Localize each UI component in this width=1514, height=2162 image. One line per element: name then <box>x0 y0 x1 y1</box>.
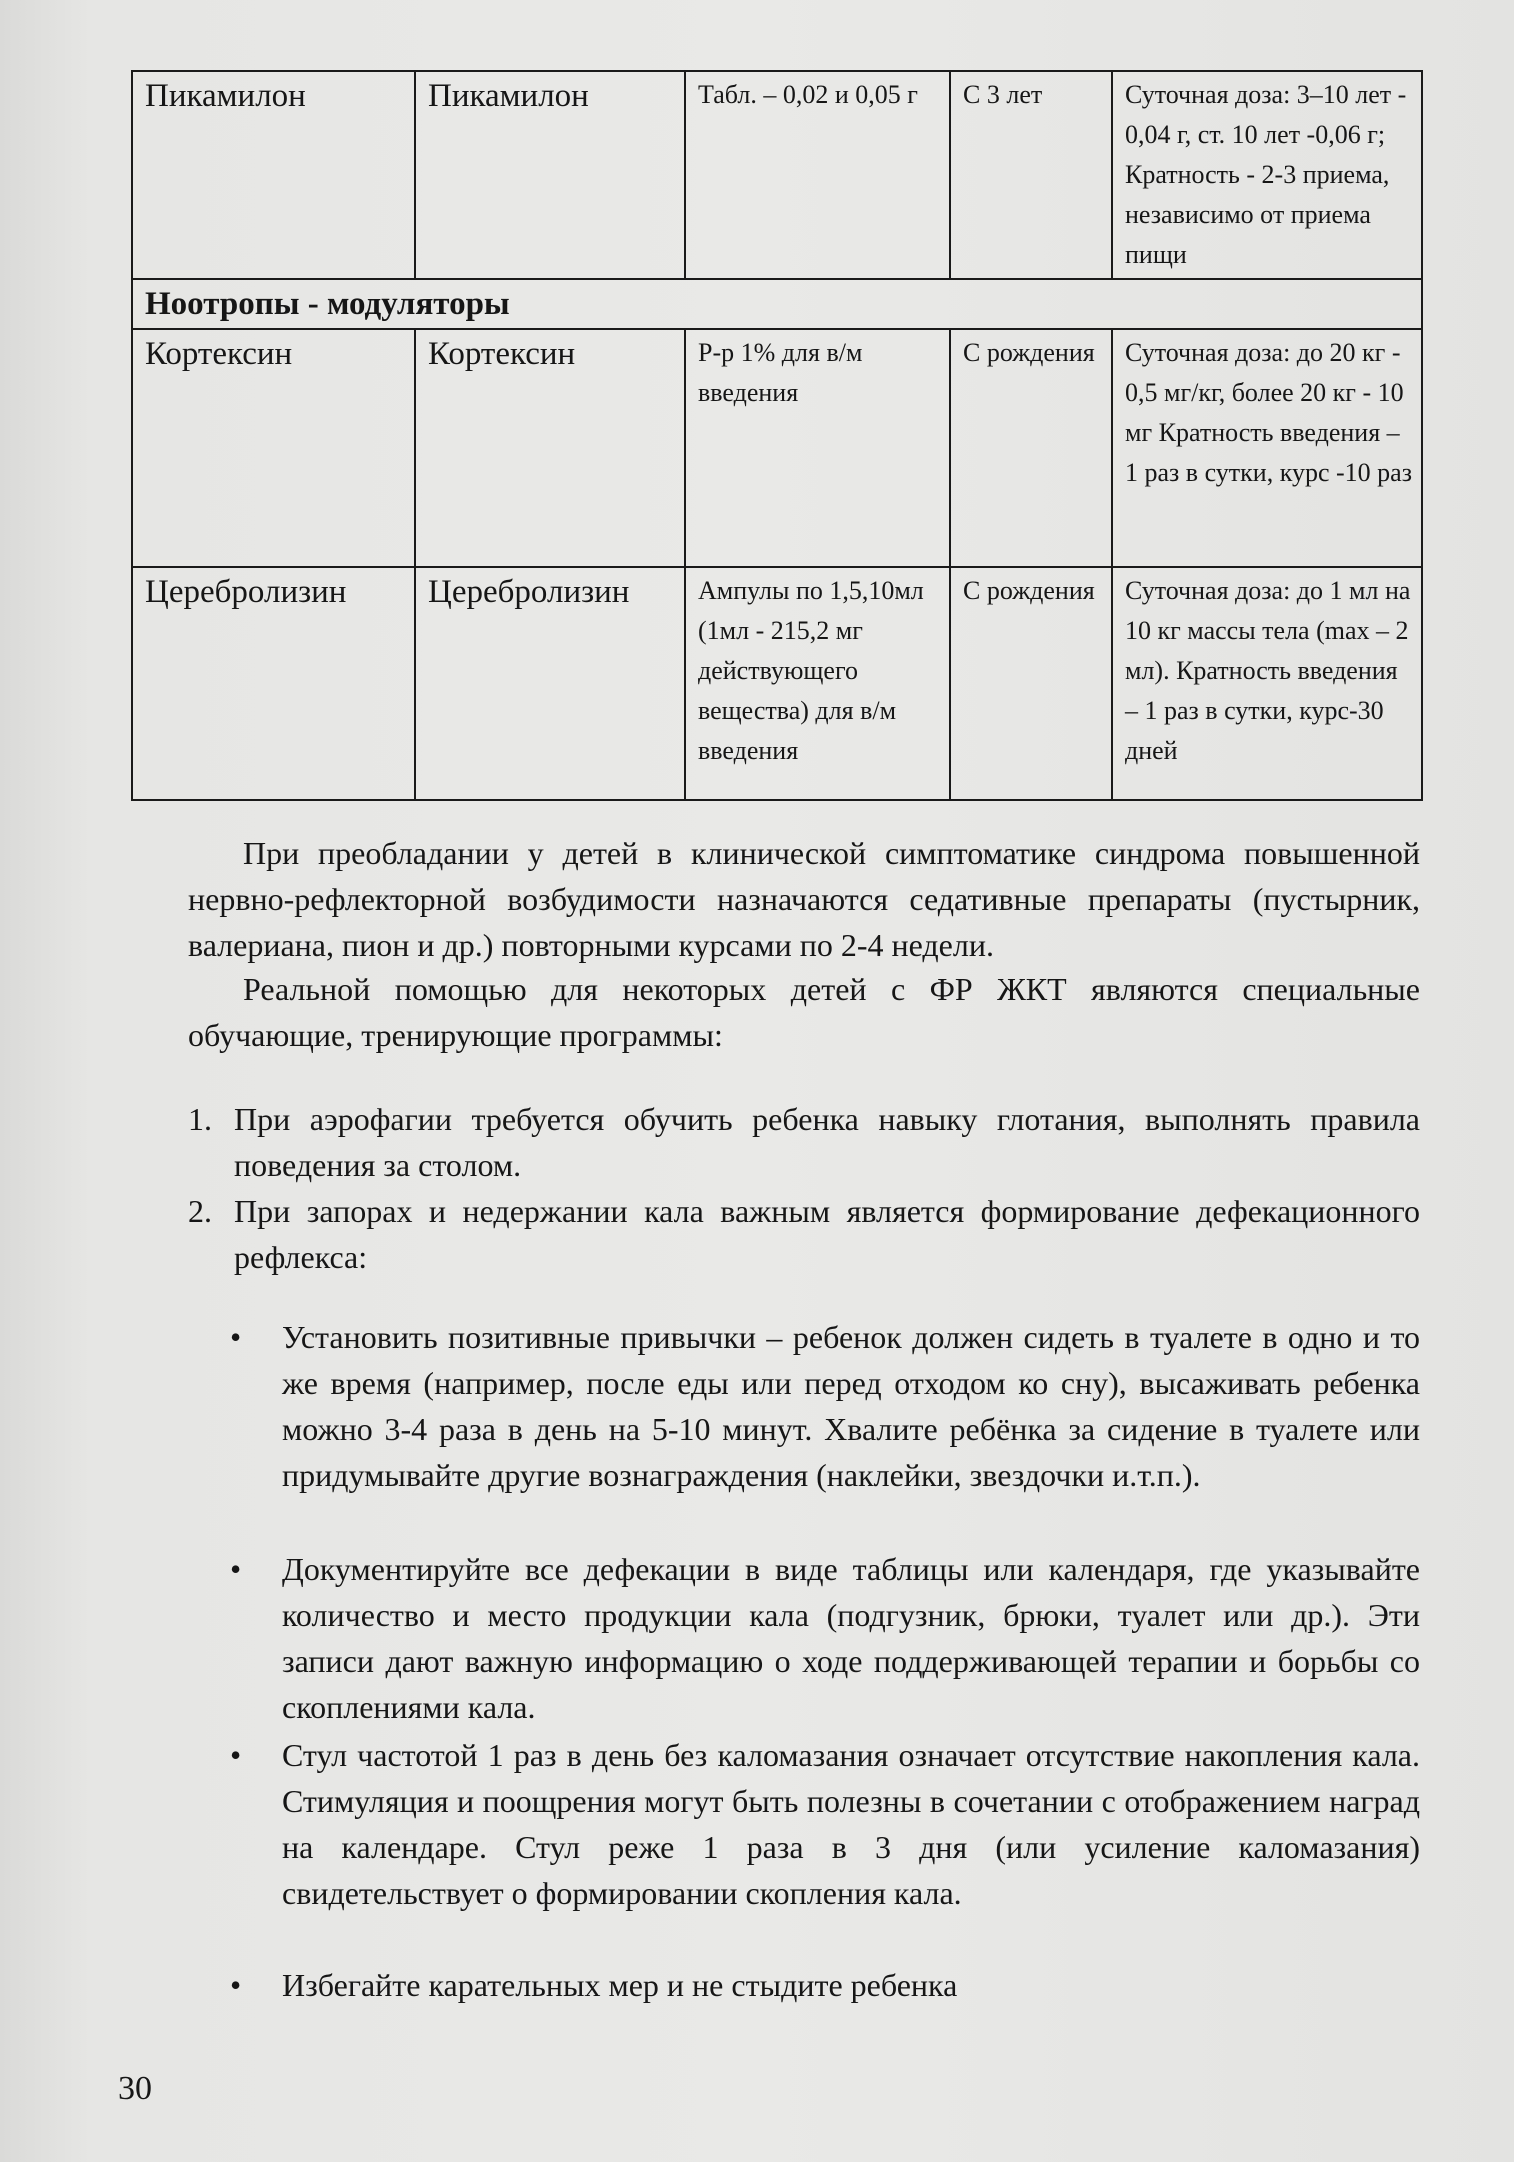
item-number: 2. <box>188 1193 212 1229</box>
form-cell: Р-р 1% для в/м введения <box>685 329 950 567</box>
dose-cell: Суточная доза: 3–10 лет - 0,04 г, ст. 10 лет -0,06 г; Кратность - 2-3 приема, независимо от приема пищи <box>1112 71 1422 279</box>
form-cell: Табл. – 0,02 и 0,05 г <box>685 71 950 279</box>
section-title: Ноотропы - модуляторы <box>132 279 1422 329</box>
bullet-text: Стул частотой 1 раз в день без каломазания означает отсутствие накопления кала. Стимуляция и поощрения могут быть полезны в сочетании с отображением наград на календаре. Стул реже 1 раза в 3 дня (или усиление каломазания) свидетельствует о формировании скопления кала. <box>282 1737 1420 1911</box>
drug-name-cell: Церебролизин <box>132 567 415 800</box>
paragraph-sedatives: При преобладании у детей в клинической симптоматике синдрома повышенной нервно-рефлекторной возбудимости назначаются седативные препараты (пустырник, валериана, пион и др.) повторными курсами по 2-4 недели. <box>188 835 1420 963</box>
bullet-icon: • <box>230 1737 242 1773</box>
bullet-icon: • <box>230 1551 242 1587</box>
age-cell: С 3 лет <box>950 71 1112 279</box>
table-row <box>132 567 1422 800</box>
numbered-item <box>188 1096 1420 1188</box>
drug-table <box>131 70 1423 801</box>
bullet-text: Документируйте все дефекации в виде таблицы или календаря, где указывайте количество и место продукции кала (подгузник, брюки, туалет или др.). Эти записи дают важную информацию о ходе поддерживающей терапии и борьбы со скоплениями кала. <box>282 1551 1420 1725</box>
bullet-text: Избегайте карательных мер и не стыдите ребенка <box>282 1967 958 2003</box>
form-cell: Ампулы по 1,5,10мл (1мл - 215,2 мг действующего вещества) для в/м введения <box>685 567 950 800</box>
bullet-icon: • <box>230 1967 242 2003</box>
paragraph-programs: Реальной помощью для некоторых детей с ФР ЖКТ являются специальные обучающие, тренирующие программы: <box>188 971 1420 1053</box>
table-row <box>132 71 1422 279</box>
trade-name-cell: Пикамилон <box>415 71 685 279</box>
bullet-text: Установить позитивные привычки – ребенок должен сидеть в туалете в одно и то же время (например, после еды или перед отходом ко сну), высаживать ребенка можно 3-4 раза в день на 5-10 минут. Хвалите ребёнка за сидение в туалете или придумывайте другие вознаграждения (наклейки, звездочки и.т.п.). <box>282 1319 1420 1493</box>
page-number: 30 <box>118 2070 152 2107</box>
bullet-item <box>230 1314 1420 1498</box>
trade-name-cell: Кортексин <box>415 329 685 567</box>
trade-name-cell: Церебролизин <box>415 567 685 800</box>
bullet-item <box>230 1962 1420 2008</box>
bullet-item <box>230 1732 1420 1916</box>
table-section-row <box>132 279 1422 329</box>
item-number: 1. <box>188 1101 212 1137</box>
bullet-item <box>230 1546 1420 1730</box>
numbered-item <box>188 1188 1420 1280</box>
age-cell: С рождения <box>950 329 1112 567</box>
age-cell: С рождения <box>950 567 1112 800</box>
item-text: При запорах и недержании кала важным является формирование дефекационного рефлекса: <box>234 1193 1420 1275</box>
table-row <box>132 329 1422 567</box>
drug-name-cell: Кортексин <box>132 329 415 567</box>
dose-cell: Суточная доза: до 20 кг - 0,5 мг/кг, более 20 кг - 10 мг Кратность введения – 1 раз в сутки, курс -10 раз <box>1112 329 1422 567</box>
drug-name-cell: Пикамилон <box>132 71 415 279</box>
dose-cell: Суточная доза: до 1 мл на 10 кг массы тела (max – 2 мл). Кратность введения – 1 раз в сутки, курс-30 дней <box>1112 567 1422 800</box>
item-text: При аэрофагии требуется обучить ребенка навыку глотания, выполнять правила поведения за столом. <box>234 1101 1420 1183</box>
bullet-icon: • <box>230 1319 242 1355</box>
